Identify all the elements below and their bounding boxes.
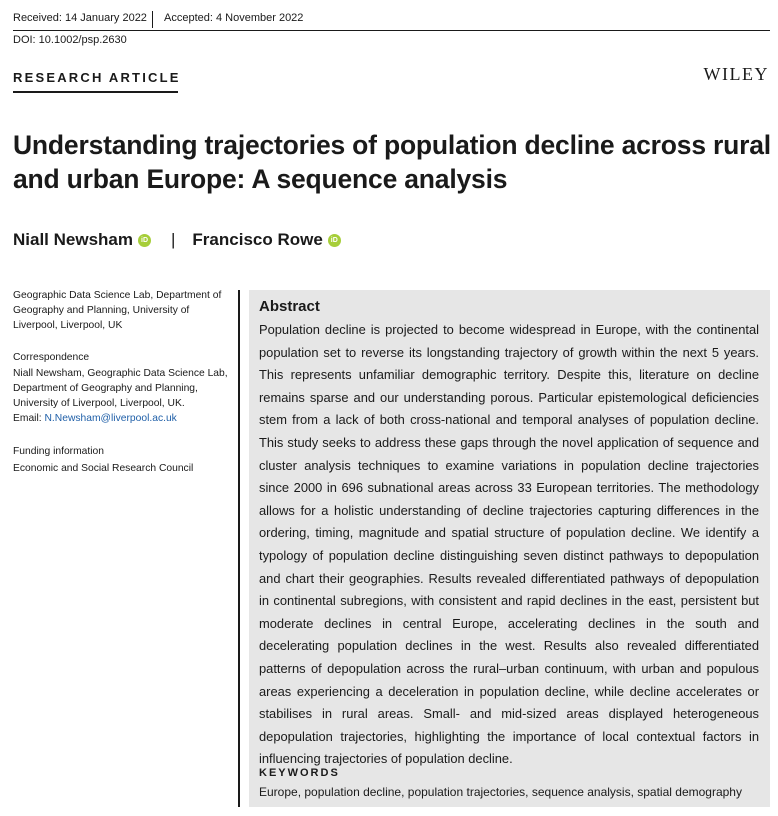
correspondence-email (13, 411, 231, 426)
abstract-heading: Abstract (259, 298, 320, 315)
received-date: Received: 14 January 2022 (13, 12, 147, 24)
keywords-heading: KEYWORDS (259, 767, 340, 779)
doi[interactable]: DOI: 10.1002/psp.2630 (13, 34, 127, 46)
orcid-icon[interactable]: iD (328, 234, 341, 247)
accepted-date: Accepted: 4 November 2022 (164, 12, 304, 24)
author-name[interactable]: Francisco Rowe (192, 230, 323, 249)
author-list (13, 230, 341, 250)
author-separator: | (171, 230, 176, 249)
abstract-body: Population decline is projected to become widespread in Europe, with the continental population set to reverse its longstanding trajectory of growth within the next 5 years. This represents unfamiliar demographic territory. Despite this, literature on decline remains sparse and our understanding porous. Particular epistemological deficiencies stem from a lack of both cross-national and temporal analyses of population decline. This study seeks to address these gaps through the novel application of sequence and cluster analysis techniques to examine variations in population decline trajectories since 2000 in 696 subnational areas across 33 European territories. The methodology allows for a holistic understanding of decline trajectories capturing differences in the ordering, timing, magnitude and spatial structure of population decline. We identify a typology of population decline distinguishing seven distinct pathways to depopulation and chart their geographies. Results revealed differentiated pathways of depopulation in continental subregions, with consistent and rapid declines in the east, persistent but moderate declines in central Europe, accelerating declines in the south and decelerating population declines in the west. Results also revealed differentiated patterns of depopulation across the rural–urban continuum, with urban and populous areas experiencing a deceleration in population decline, while decline accelerates or stabilises in rural areas. Small- and mid-sized areas displayed heterogeneous depopulation trajectories, highlighting the importance of local contextual factors in influencing trajectories of population decline. (259, 322, 759, 767)
article-title: Understanding trajectories of population decline across rural and urban Europe: A sequence analysis (13, 130, 771, 194)
funding-text: Economic and Social Research Council (13, 463, 194, 474)
correspondence-heading: Correspondence (13, 352, 90, 363)
affiliation: Geographic Data Science Lab, Department of Geography and Planning, University of Liverpool, Liverpool, UK (13, 290, 222, 331)
orcid-icon[interactable]: iD (138, 234, 151, 247)
sidebar-divider (238, 290, 240, 807)
email-label: Email: (13, 413, 42, 424)
header-divider (152, 11, 153, 28)
publisher-logo: WILEY (703, 64, 769, 84)
header-rule (13, 30, 770, 31)
funding-heading: Funding information (13, 446, 105, 457)
article-type-underline (13, 91, 178, 93)
article-type: RESEARCH ARTICLE (13, 70, 181, 85)
email-link[interactable]: N.Newsham@liverpool.ac.uk (44, 413, 177, 424)
author-name[interactable]: Niall Newsham (13, 230, 133, 249)
correspondence-text: Niall Newsham, Geographic Data Science Lab, Department of Geography and Planning, University of Liverpool, Liverpool, UK. (13, 368, 228, 409)
keywords-list: Europe, population decline, population trajectories, sequence analysis, spatial demography (259, 785, 742, 799)
